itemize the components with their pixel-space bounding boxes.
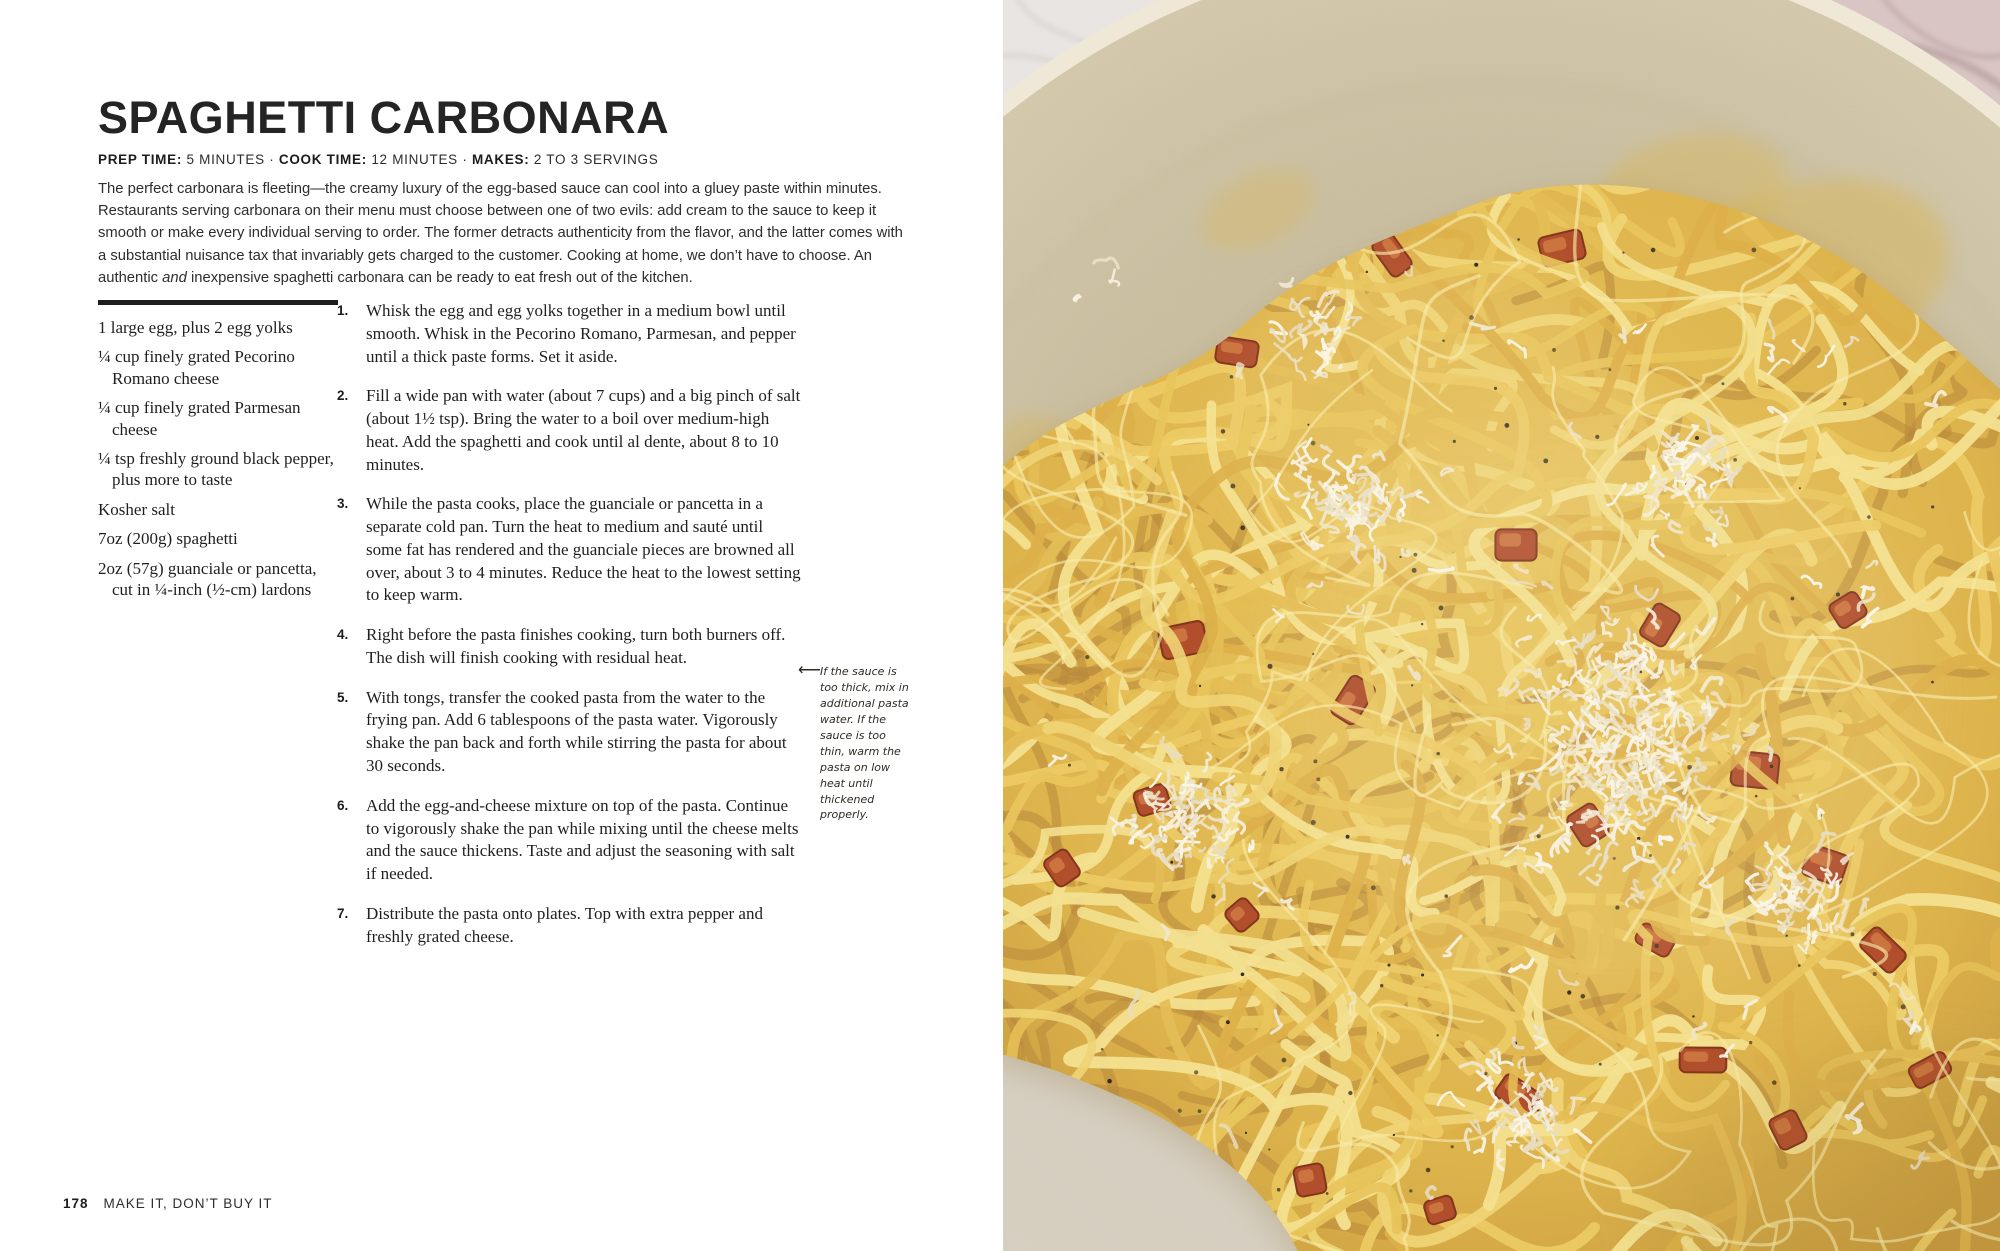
margin-note-text: If the sauce is too thick, mix in additional pasta water. If the sauce is too thin, warm the pasta on low heat until thickened properly.	[820, 665, 909, 822]
intro-italic-word: and	[162, 269, 187, 286]
meta-separator: ·	[457, 152, 472, 167]
step-item	[337, 385, 803, 476]
recipe-intro	[98, 178, 904, 289]
meta-label: COOK TIME:	[278, 152, 372, 167]
step-number: 1.	[337, 303, 349, 318]
ingredient-list	[98, 300, 338, 608]
photo-page	[1003, 0, 2000, 1251]
step-number: 7.	[337, 905, 349, 921]
meta-value: 2 TO 3 SERVINGS	[533, 152, 659, 167]
meta-label: PREP TIME:	[98, 152, 187, 167]
step-list	[337, 300, 803, 965]
step-number: 5.	[337, 689, 349, 705]
recipe-meta	[98, 152, 658, 167]
ingredient-item: Kosher salt	[98, 499, 175, 519]
step-item	[337, 687, 803, 778]
step-text: Whisk the egg and egg yolks together in a medium bowl until smooth. Whisk in the Pecorino Romano, Parmesan, and pepper until a thick paste forms. Set it aside.	[366, 301, 796, 366]
meta-value: 5 MINUTES	[186, 152, 265, 167]
ingredient-item: ¼ cup finely grated Pecorino Romano cheese	[98, 347, 295, 388]
intro-text: The perfect carbonara is fleeting—the creamy luxury of the egg-based sauce can cool into a gluey paste within minutes. Restaurants serving carbonara on their menu must choose between one of two evils: add cream to the sauce to keep it smooth or make every individual serving to order. The former detracts authenticity from the flavor, and the latter comes with a substantial nuisance tax that invariably gets charged to the customer. Cooking at home, we don’t have to choose. An authentic	[98, 181, 903, 286]
page-number: 178	[63, 1196, 89, 1211]
step-text: Distribute the pasta onto plates. Top with extra pepper and freshly grated cheese.	[366, 903, 763, 946]
step-text: Fill a wide pan with water (about 7 cups) and a big pinch of salt (about 1½ tsp). Bring the water to a boil over medium-high heat. Add the spaghetti and cook until al dente, about 8 to 10 minutes.	[366, 386, 801, 474]
step-item	[337, 903, 803, 949]
step-item	[337, 493, 803, 607]
arrow-left-icon: ⟵	[798, 662, 821, 679]
meta-value: 12 MINUTES	[371, 152, 458, 167]
carbonara-photo	[1003, 0, 2000, 1251]
step-item	[337, 300, 803, 368]
step-number: 2.	[337, 388, 349, 404]
step-text: With tongs, transfer the cooked pasta from the water to the frying pan. Add 6 tablespoons of the pasta water. Vigorously shake the pan back and forth while stirring the pasta for about 30 seconds.	[366, 687, 787, 776]
step-text: Add the egg-and-cheese mixture on top of the pasta. Continue to vigorously shake the pan while mixing until the cheese melts and the sauce thickens. Taste and adjust the seasoning with salt if needed.	[366, 795, 799, 884]
recipe-title: SPAGHETTI CARBONARA	[98, 92, 670, 143]
footer-title: MAKE IT, DON’T BUY IT	[103, 1196, 273, 1211]
intro-text-end: inexpensive spaghetti carbonara can be ready to eat fresh out of the kitchen.	[186, 269, 693, 286]
step-item	[337, 795, 803, 886]
step-text: Right before the pasta finishes cooking, turn both burners off. The dish will finish cooking with residual heat.	[366, 625, 786, 667]
ingredient-item: ¼ tsp freshly ground black pepper, plus more to taste	[98, 449, 334, 490]
step-text: While the pasta cooks, place the guanciale or pancetta in a separate cold pan. Turn the heat to medium and sauté until some fat has rendered and the guanciale pieces are browned all over, about 3 to 4 minutes. Reduce the heat to the lowest setting to keep warm.	[366, 494, 801, 605]
ingredient-item: 7oz (200g) spaghetti	[98, 529, 238, 549]
margin-note	[798, 664, 916, 823]
step-item	[337, 624, 803, 670]
meta-label: MAKES:	[471, 152, 534, 167]
step-number: 3.	[337, 496, 349, 512]
ingredient-item: ¼ cup finely grated Parmesan cheese	[98, 398, 301, 439]
ingredient-item: 1 large egg, plus 2 egg yolks	[98, 318, 293, 337]
step-number: 4.	[337, 627, 349, 643]
ingredient-item: 2oz (57g) guanciale or pancetta, cut in ¼-inch (½-cm) lardons	[98, 558, 317, 600]
meta-separator: ·	[264, 152, 279, 167]
step-number: 6.	[337, 797, 349, 813]
page-footer	[63, 1196, 273, 1211]
